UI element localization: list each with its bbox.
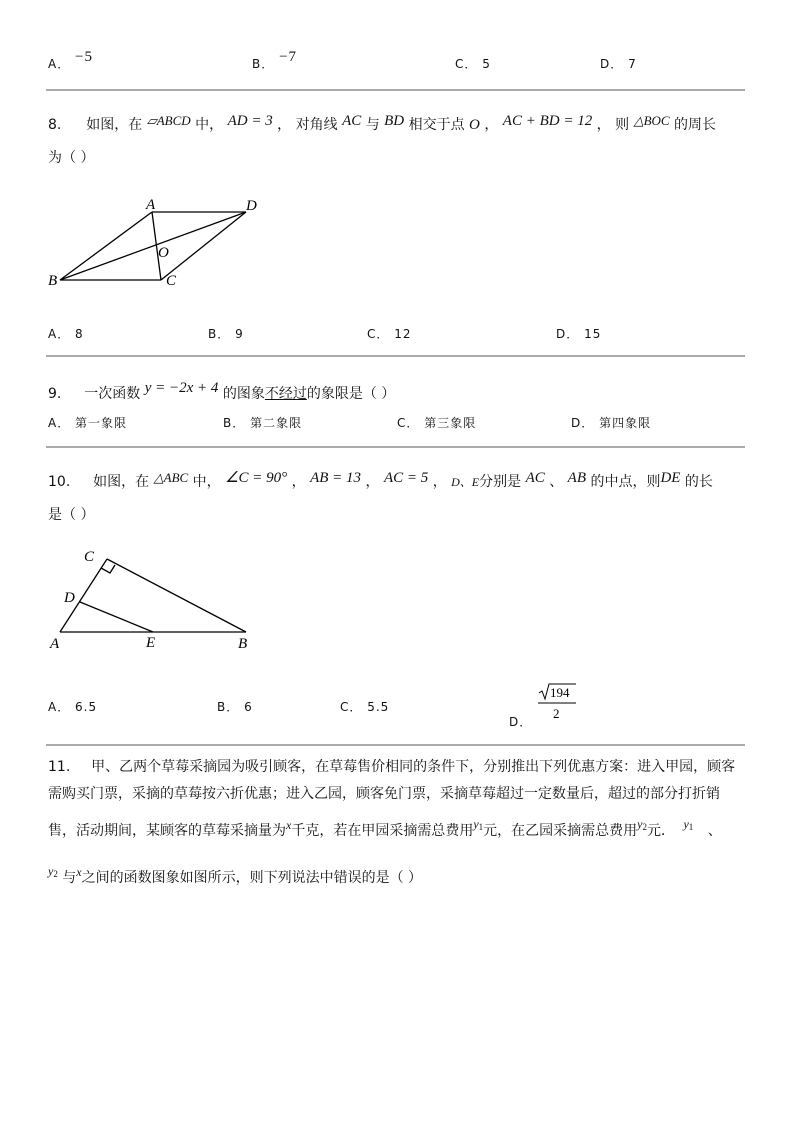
option-value: 6.5 (75, 700, 98, 714)
option-label: B． (208, 327, 231, 341)
stem-text: 如图，在 (93, 474, 150, 490)
math-x: x (286, 818, 292, 832)
q7-option-d (600, 55, 637, 72)
math-d-e: D、E (451, 475, 480, 489)
stem-text: 元，在乙园采摘需总费用 (483, 823, 638, 839)
q11-stem-line3 (48, 817, 722, 840)
divider (46, 355, 745, 357)
q9-option-d (571, 414, 651, 431)
q11-stem-line1 (48, 756, 735, 776)
stem-text: ， (291, 474, 306, 490)
math-ac: AC = 5 (383, 470, 429, 486)
math-triangle-abc: △ABC (153, 470, 189, 485)
stem-text: ， (365, 474, 380, 490)
edge-dc (161, 212, 246, 280)
q10-option-c (340, 698, 389, 715)
underlined-text: 不经过 (264, 386, 307, 402)
vertex-label-a: A (50, 636, 60, 652)
option-label: B． (252, 57, 275, 71)
option-value: 8 (75, 327, 84, 341)
math-ad: AD = 3 (227, 113, 273, 129)
stem-text: 的长 (684, 474, 713, 490)
option-label: D． (600, 57, 624, 71)
vertex-label-c: C (84, 549, 95, 565)
stem-text: 之间的函数图象如图所示，则下列说法中错误的是（ ） (81, 870, 423, 886)
point-label-e: E (146, 635, 156, 651)
stem-text: ， (484, 117, 499, 133)
stem-text: 中， (192, 474, 221, 490)
q10-stem-line1 (48, 471, 713, 491)
stem-text: 分别是 (479, 474, 522, 490)
stem-text: 售，活动期间，某顾客的草莓采摘量为 (48, 823, 286, 839)
question-number: 9. (48, 386, 62, 402)
q8-stem-line1 (48, 114, 716, 134)
point-label-d: D (64, 590, 75, 606)
divider (46, 744, 745, 746)
math-ab: AB (567, 470, 586, 486)
q10-option-d-fraction (536, 682, 578, 722)
math-parallelogram: ▱ABCD (146, 113, 191, 128)
segment-de (80, 602, 153, 632)
option-value: 7 (628, 57, 637, 71)
option-value: 9 (235, 327, 244, 341)
subscript: 1 (688, 822, 694, 832)
q9-option-a (48, 414, 127, 431)
vertex-label-a: A (146, 197, 156, 213)
option-label: A． (48, 700, 71, 714)
q7-option-b (252, 49, 298, 73)
q8-parallelogram-figure (40, 190, 270, 295)
option-label: B． (223, 416, 246, 430)
point-label-o: O (158, 245, 169, 261)
option-label: D． (556, 327, 580, 341)
math-y1: y (473, 817, 479, 831)
math-y2: y (48, 864, 54, 878)
stem-text: 、 (549, 474, 564, 490)
option-value: 6 (244, 700, 253, 714)
stem-text: 中， (195, 117, 224, 133)
stem-text: 的周长 (674, 117, 717, 133)
vertex-label-c: C (166, 273, 177, 289)
math-bd: BD (384, 113, 405, 129)
option-value: 5.5 (367, 700, 390, 714)
option-label: C． (397, 416, 420, 430)
option-value: −5 (75, 49, 94, 65)
stem-text: 、 (707, 823, 722, 839)
option-label: B． (217, 700, 240, 714)
option-value: 第二象限 (250, 416, 303, 430)
option-value: 5 (482, 57, 491, 71)
option-value: 15 (584, 327, 602, 341)
stem-text: 相交于点 (408, 117, 465, 133)
stem-text: ， 对角线 (277, 117, 338, 133)
divider (46, 89, 745, 91)
option-label: A． (48, 327, 71, 341)
q9-stem (48, 380, 396, 403)
fraction-denominator: 2 (553, 706, 560, 721)
math-de: DE (660, 470, 681, 486)
stem-text: ， (432, 474, 447, 490)
math-function: y = −2x + 4 (144, 380, 219, 396)
q10-triangle-figure (40, 540, 270, 655)
option-label: D． (571, 416, 595, 430)
q11-stem-line4 (48, 864, 423, 887)
option-value: −7 (279, 49, 298, 65)
q8-stem-line2: 为（ ） (48, 150, 95, 166)
math-ac: AC (342, 113, 362, 129)
stem-text: 与 (365, 117, 380, 133)
q10-stem-line2: 是（ ） (48, 507, 95, 523)
vertex-label-d: D (246, 198, 257, 214)
option-value: 12 (394, 327, 412, 341)
subscript: 2 (642, 822, 647, 832)
question-number: 11. (48, 759, 71, 775)
edge-ba (60, 212, 152, 280)
q11-stem-line2: 需购买门票，采摘的草莓按六折优惠；进入乙园，顾客免门票，采摘草莓超过一定数量后，超过的部分打折销 (48, 786, 720, 802)
option-label: A． (48, 416, 71, 430)
q8-option-b (208, 325, 244, 342)
option-label: C． (340, 700, 363, 714)
stem-text: 的中点，则 (590, 474, 661, 490)
math-ac: AC (525, 470, 545, 486)
option-label: A． (48, 57, 71, 71)
stem-text: 千克，若在甲园采摘需总费用 (291, 823, 474, 839)
subscript: 2 (53, 869, 58, 879)
math-y1: y (683, 817, 689, 831)
q9-option-b (223, 414, 302, 431)
option-label: C． (455, 57, 478, 71)
math-x: x (76, 865, 82, 879)
math-sum: AC + BD = 12 (502, 113, 593, 129)
math-angle-c: ∠C = 90° (225, 470, 288, 486)
q10-option-a (48, 698, 97, 715)
q10-option-b (217, 698, 253, 715)
stem-text: 元． (646, 823, 675, 839)
stem-text: 甲、乙两个草莓采摘园为吸引顾客，在草莓售价相同的条件下，分别推出下列优惠方案：进入甲园，顾客 (91, 759, 736, 775)
vertex-label-b: B (238, 636, 248, 652)
subscript: 1 (478, 822, 484, 832)
stem-text: 的象限是（ ） (306, 386, 396, 402)
divider (46, 446, 745, 448)
q8-option-a (48, 325, 84, 342)
fraction-numerator: 194 (550, 685, 570, 700)
q7-option-c (455, 55, 491, 72)
math-ab: AB = 13 (310, 470, 362, 486)
option-label: C． (367, 327, 390, 341)
q8-option-d (556, 325, 601, 342)
stem-text: 与 (62, 870, 77, 886)
stem-text: ， 则 (596, 117, 630, 133)
q10-option-d-label: D． (509, 715, 533, 729)
option-value: 第一象限 (75, 416, 128, 430)
math-o: O (469, 117, 480, 133)
question-number: 10. (48, 474, 71, 490)
q8-option-c (367, 325, 412, 342)
option-value: 第四象限 (599, 416, 652, 430)
question-number: 8. (48, 117, 62, 133)
q7-option-a (48, 49, 94, 73)
stem-text: 的图象 (222, 386, 265, 402)
math-y2: y (637, 817, 643, 831)
stem-text: 如图，在 (86, 117, 143, 133)
option-value: 第三象限 (424, 416, 477, 430)
math-triangle-boc: △BOC (633, 113, 670, 128)
stem-text: 一次函数 (84, 386, 141, 402)
vertex-label-b: B (48, 273, 58, 289)
q9-option-c (397, 414, 476, 431)
